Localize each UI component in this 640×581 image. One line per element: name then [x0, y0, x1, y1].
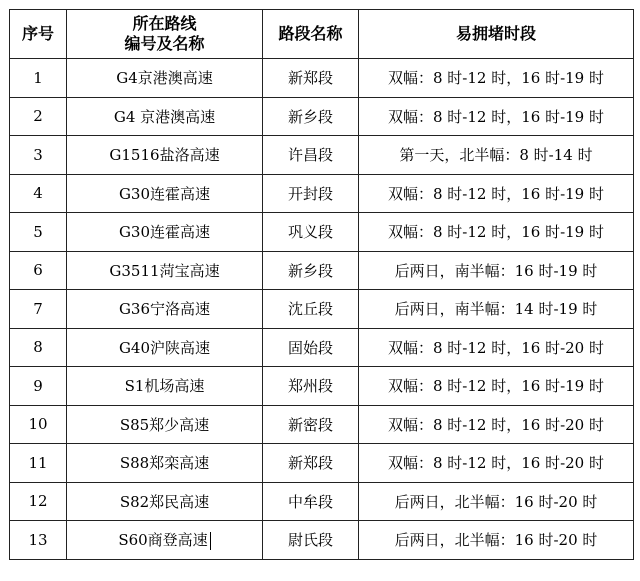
header-road-line1: 所在路线 [132, 14, 197, 33]
cell-segment: 郑州段 [263, 367, 359, 406]
header-no: 序号 [10, 10, 67, 59]
cell-no: 3 [10, 136, 67, 175]
cell-road-text: S60商登高速 [118, 531, 208, 550]
cell-no: 9 [10, 367, 67, 406]
cell-time: 后两日，南半幅：14 时-19 时 [359, 290, 634, 329]
header-time: 易拥堵时段 [359, 10, 634, 59]
header-segment: 路段名称 [263, 10, 359, 59]
table-row [10, 482, 634, 521]
cell-segment: 新郑段 [263, 59, 359, 98]
cell-time: 后两日，南半幅：16 时-19 时 [359, 251, 634, 290]
table-row [10, 136, 634, 175]
table-header-row [10, 10, 634, 59]
table-row [10, 59, 634, 98]
header-road [67, 10, 263, 59]
cell-time: 双幅：8 时-12 时，16 时-19 时 [359, 97, 634, 136]
table-row [10, 521, 634, 560]
congestion-table-container [9, 9, 633, 560]
cell-segment: 开封段 [263, 174, 359, 213]
cell-time: 双幅：8 时-12 时，16 时-20 时 [359, 405, 634, 444]
congestion-table [9, 9, 634, 560]
cell-no: 4 [10, 174, 67, 213]
table-row [10, 328, 634, 367]
cell-segment: 新乡段 [263, 97, 359, 136]
table-row [10, 290, 634, 329]
cell-no: 2 [10, 97, 67, 136]
cell-time: 双幅：8 时-12 时，16 时-20 时 [359, 328, 634, 367]
cell-segment: 固始段 [263, 328, 359, 367]
table-row [10, 405, 634, 444]
cell-road: G36宁洛高速 [67, 290, 263, 329]
cell-road: G4 京港澳高速 [67, 97, 263, 136]
cell-road: G30连霍高速 [67, 174, 263, 213]
cell-segment: 新乡段 [263, 251, 359, 290]
cell-no: 7 [10, 290, 67, 329]
cell-segment: 尉氏段 [263, 521, 359, 560]
cell-time: 后两日，北半幅：16 时-20 时 [359, 521, 634, 560]
cell-no: 8 [10, 328, 67, 367]
cell-no: 12 [10, 482, 67, 521]
cell-time: 双幅：8 时-12 时，16 时-19 时 [359, 59, 634, 98]
cell-road: G4京港澳高速 [67, 59, 263, 98]
cell-segment: 沈丘段 [263, 290, 359, 329]
cell-road: G3511菏宝高速 [67, 251, 263, 290]
table-row [10, 444, 634, 483]
cell-no: 10 [10, 405, 67, 444]
cell-no: 5 [10, 213, 67, 252]
cell-road: S82郑民高速 [67, 482, 263, 521]
header-road-line2: 编号及名称 [124, 34, 205, 53]
table-row [10, 367, 634, 406]
cell-segment: 新密段 [263, 405, 359, 444]
cell-time: 双幅：8 时-12 时，16 时-20 时 [359, 444, 634, 483]
cell-no: 11 [10, 444, 67, 483]
cell-road: S88郑栾高速 [67, 444, 263, 483]
cell-road: S1机场高速 [67, 367, 263, 406]
cell-time: 第一天，北半幅：8 时-14 时 [359, 136, 634, 175]
cell-road: S85郑少高速 [67, 405, 263, 444]
cell-no: 6 [10, 251, 67, 290]
cell-segment: 新郑段 [263, 444, 359, 483]
cell-road: G30连霍高速 [67, 213, 263, 252]
cell-time: 双幅：8 时-12 时，16 时-19 时 [359, 213, 634, 252]
cell-no: 1 [10, 59, 67, 98]
table-row [10, 174, 634, 213]
cell-road: G1516盐洛高速 [67, 136, 263, 175]
text-cursor [210, 532, 211, 550]
table-row [10, 213, 634, 252]
cell-road: G40沪陕高速 [67, 328, 263, 367]
cell-time: 后两日，北半幅：16 时-20 时 [359, 482, 634, 521]
table-row [10, 251, 634, 290]
cell-no: 13 [10, 521, 67, 560]
cell-time: 双幅：8 时-12 时，16 时-19 时 [359, 174, 634, 213]
cell-time: 双幅：8 时-12 时，16 时-19 时 [359, 367, 634, 406]
table-row [10, 97, 634, 136]
table-body [10, 59, 634, 560]
cell-segment: 许昌段 [263, 136, 359, 175]
cell-segment: 巩义段 [263, 213, 359, 252]
cell-road[interactable] [67, 521, 263, 560]
cell-segment: 中牟段 [263, 482, 359, 521]
